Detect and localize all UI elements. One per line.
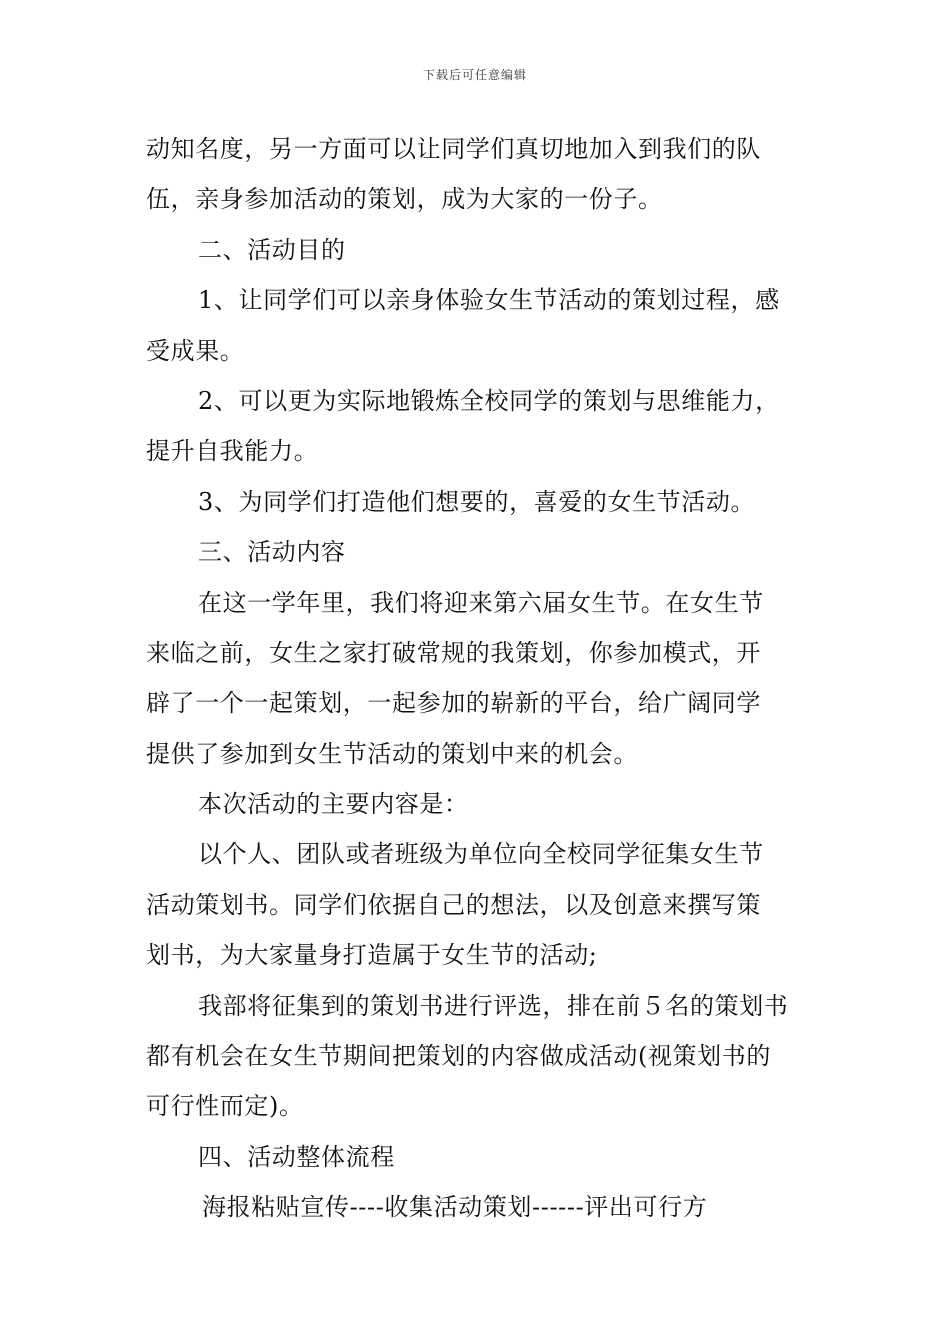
- paragraph-line: 2、可以更为实际地锻炼全校同学的策划与思维能力，: [198, 386, 780, 415]
- paragraph-line: 提升自我能力。: [146, 437, 319, 466]
- paragraph-line: 海报粘贴宣传----收集活动策划------评出可行方: [202, 1193, 708, 1222]
- paragraph-line: 在这一学年里，我们将迎来第六届女生节。在女生节: [198, 588, 764, 617]
- section-heading: 二、活动目的: [198, 235, 346, 264]
- paragraph-line: 提供了参加到女生节活动的策划中来的机会。: [146, 739, 638, 768]
- paragraph-line: 划书，为大家量身打造属于女生节的活动;: [146, 941, 598, 970]
- paragraph-line: 1、让同学们可以亲身体验女生节活动的策划过程，感: [198, 286, 780, 315]
- paragraph-line: 动知名度，另一方面可以让同学们真切地加入到我们的队: [146, 135, 761, 163]
- paragraph-line: 可行性而定)。: [146, 1092, 304, 1121]
- paragraph-line: 3、为同学们打造他们想要的，喜爱的女生节活动。: [198, 487, 756, 516]
- header-note: 下载后可任意编辑: [422, 68, 527, 82]
- paragraph-line: 本次活动的主要内容是：: [198, 790, 469, 819]
- paragraph-line: 我部将征集到的策划书进行评选，排在前５名的策划书: [198, 991, 789, 1020]
- document-body: [146, 124, 816, 1233]
- paragraph-line: 以个人、团队或者班级为单位向全校同学征集女生节: [198, 840, 764, 869]
- paragraph-line: 辟了一个一起策划，一起参加的崭新的平台，给广阔同学: [146, 689, 761, 718]
- paragraph-line: 都有机会在女生节期间把策划的内容做成活动(视策划书的: [146, 1042, 771, 1071]
- paragraph-line: 伍，亲身参加活动的策划，成为大家的一份子。: [146, 185, 663, 214]
- paragraph-line: 活动策划书。同学们依据自己的想法，以及创意来撰写策: [146, 890, 761, 919]
- paragraph-line: 受成果。: [146, 336, 245, 365]
- section-heading: 四、活动整体流程: [198, 1142, 395, 1171]
- paragraph-line: 来临之前，女生之家打破常规的我策划，你参加模式，开: [146, 638, 761, 667]
- section-heading: 三、活动内容: [198, 538, 346, 567]
